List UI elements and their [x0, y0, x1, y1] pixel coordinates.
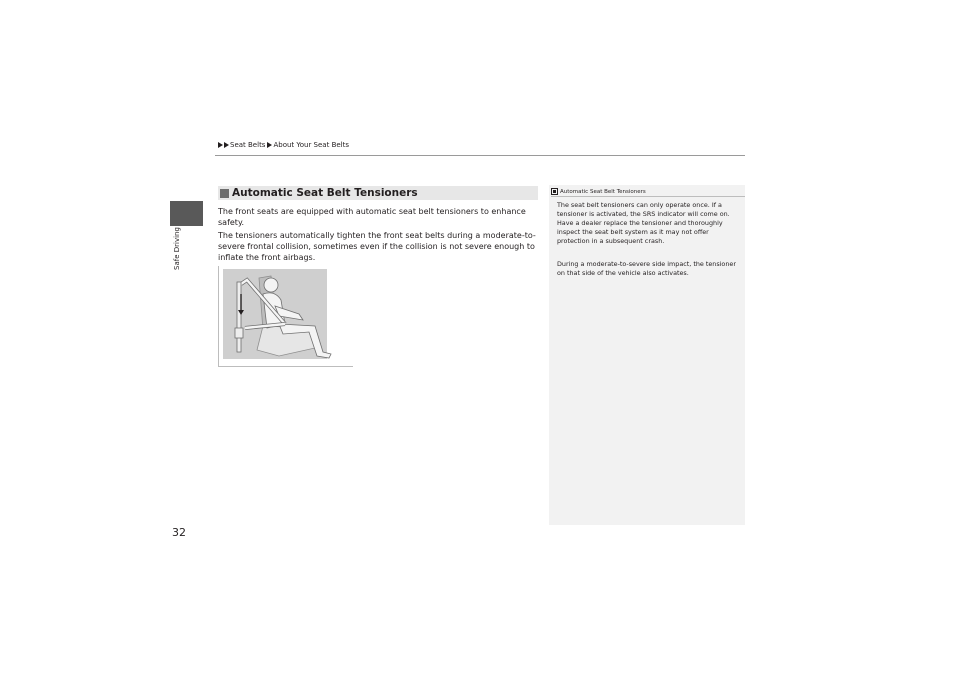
breadcrumb-item-about[interactable]: About Your Seat Belts: [273, 141, 350, 149]
section-heading: [218, 186, 538, 200]
seat-belt-illustration: [218, 266, 353, 367]
side-note-title: Automatic Seat Belt Tensioners: [560, 188, 646, 195]
breadcrumb-arrow-icon: [267, 142, 272, 148]
section-square-icon: [220, 189, 229, 198]
section-paragraph-1: The front seats are equipped with automatic seat belt tensioners to enhance safety.: [218, 207, 526, 227]
chapter-label-text: Safe Driving: [173, 227, 181, 270]
side-note-paragraph-2: During a moderate-to-severe side impact, the tensioner on that side of the vehicle also activates.: [557, 260, 736, 277]
breadcrumb-arrow-icon: [218, 142, 223, 148]
note-marker-icon: [551, 188, 558, 195]
breadcrumb-item-seat-belts[interactable]: Seat Belts: [230, 141, 266, 149]
header-divider: [215, 155, 745, 156]
breadcrumb-arrow-icon: [224, 142, 229, 148]
page-number: 32: [172, 526, 186, 539]
breadcrumb: [218, 141, 349, 149]
side-note-paragraph-1: The seat belt tensioners can only operate once. If a tensioner is activated, the SRS indicator will come on. Have a dealer replace the tensioner and thoroughly inspect the seat belt system as it may not offer protection in a subsequent crash.: [557, 201, 730, 245]
section-paragraph-2: The tensioners automatically tighten the front seat belts during a moderate-to-severe frontal collision, sometimes even if the collision is not severe enough to inflate the front airbags.: [218, 231, 536, 262]
side-note-heading: [551, 188, 646, 195]
side-note-divider: [551, 196, 745, 197]
chapter-label: [165, 220, 205, 280]
seat-belt-tensioner-illustration: [219, 266, 353, 366]
section-title: Automatic Seat Belt Tensioners: [232, 187, 418, 199]
